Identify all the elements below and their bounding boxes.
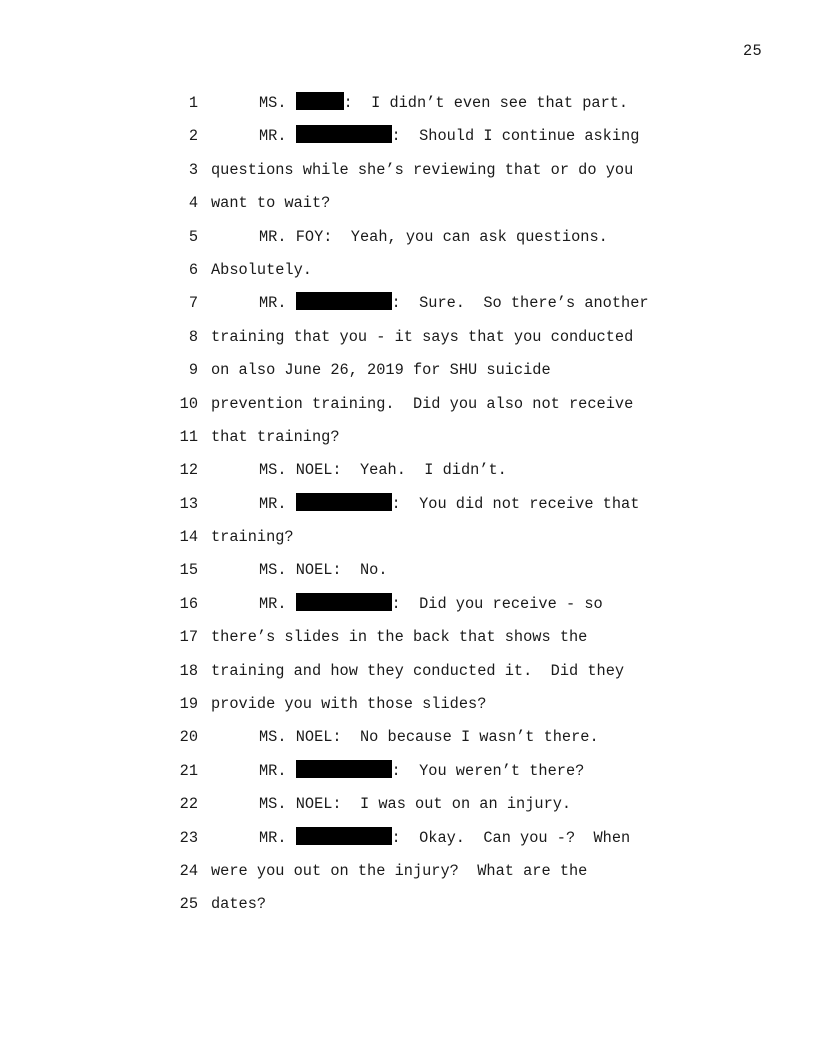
transcript-line bbox=[0, 459, 816, 492]
speaker-prefix: MR. bbox=[259, 494, 287, 513]
redaction-box bbox=[296, 125, 392, 143]
transcript-line bbox=[0, 192, 816, 225]
transcript-line bbox=[0, 493, 816, 526]
line-number: 18 bbox=[179, 661, 198, 680]
redaction-box bbox=[296, 827, 392, 845]
transcript-line bbox=[0, 860, 816, 893]
speaker-prefix: MS. bbox=[259, 94, 287, 112]
speech-text: : Should I continue asking bbox=[391, 127, 640, 146]
line-text: training and how they conducted it. Did they bbox=[211, 661, 625, 680]
line-text: MS. NOEL: No because I wasn’t there. bbox=[259, 728, 599, 747]
line-text: MR. FOY: Yeah, you can ask questions. bbox=[259, 227, 608, 246]
line-text: prevention training. Did you also not receive bbox=[211, 394, 634, 413]
transcript-line bbox=[0, 793, 816, 826]
line-number: 7 bbox=[188, 294, 198, 313]
speaker-prefix: MR. bbox=[259, 294, 287, 313]
speech-text: : You did not receive that bbox=[391, 494, 640, 513]
line-number: 9 bbox=[188, 361, 198, 380]
line-text: provide you with those slides? bbox=[211, 695, 487, 714]
line-text: were you out on the injury? What are the bbox=[211, 861, 588, 880]
line-number: 3 bbox=[188, 160, 198, 179]
speech-text: : Sure. So there’s another bbox=[391, 294, 649, 313]
line-text bbox=[259, 125, 639, 147]
transcript-line bbox=[0, 292, 816, 325]
line-text: MS. NOEL: No. bbox=[259, 561, 388, 580]
transcript-line bbox=[0, 125, 816, 158]
transcript-line bbox=[0, 726, 816, 759]
line-text: training? bbox=[211, 528, 294, 547]
line-number: 25 bbox=[179, 895, 198, 914]
transcript-line bbox=[0, 159, 816, 192]
line-number: 6 bbox=[188, 260, 198, 279]
line-text bbox=[259, 92, 628, 114]
line-text bbox=[259, 493, 639, 515]
line-number: 10 bbox=[179, 394, 198, 413]
line-number: 19 bbox=[179, 695, 198, 714]
line-number: 20 bbox=[179, 728, 198, 747]
line-text bbox=[259, 827, 630, 849]
line-number: 21 bbox=[179, 761, 198, 780]
line-number: 4 bbox=[188, 194, 198, 213]
redaction-box bbox=[296, 292, 392, 310]
line-text bbox=[259, 593, 603, 615]
line-number: 11 bbox=[179, 427, 198, 446]
redaction-box bbox=[296, 493, 392, 511]
speaker-prefix: MR. bbox=[259, 127, 287, 146]
line-number: 12 bbox=[179, 461, 198, 480]
transcript-line bbox=[0, 893, 816, 926]
line-number: 5 bbox=[188, 227, 198, 246]
line-text bbox=[259, 292, 649, 314]
line-text: MS. NOEL: I was out on an injury. bbox=[259, 795, 572, 814]
line-number: 2 bbox=[188, 127, 198, 146]
transcript-line bbox=[0, 626, 816, 659]
line-text: dates? bbox=[211, 895, 267, 914]
line-number: 23 bbox=[179, 828, 198, 847]
line-number: 14 bbox=[179, 528, 198, 547]
line-number: 17 bbox=[179, 628, 198, 647]
line-text: on also June 26, 2019 for SHU suicide bbox=[211, 361, 551, 380]
transcript-line bbox=[0, 559, 816, 592]
transcript-line bbox=[0, 827, 816, 860]
transcript-body bbox=[0, 92, 816, 927]
line-number: 13 bbox=[179, 494, 198, 513]
transcript-line bbox=[0, 259, 816, 292]
speech-text: : I didn’t even see that part. bbox=[343, 94, 629, 112]
line-text: Absolutely. bbox=[211, 260, 312, 279]
line-text bbox=[259, 760, 584, 782]
transcript-line bbox=[0, 326, 816, 359]
redaction-box bbox=[296, 593, 392, 611]
transcript-line bbox=[0, 660, 816, 693]
transcript-line bbox=[0, 426, 816, 459]
speech-text: : You weren’t there? bbox=[391, 761, 585, 780]
transcript-line bbox=[0, 526, 816, 559]
line-text: training that you - it says that you conducted bbox=[211, 327, 634, 346]
line-number: 24 bbox=[179, 861, 198, 880]
speaker-prefix: MR. bbox=[259, 761, 287, 780]
line-number: 22 bbox=[179, 795, 198, 814]
transcript-line bbox=[0, 393, 816, 426]
transcript-line bbox=[0, 693, 816, 726]
transcript-line bbox=[0, 760, 816, 793]
line-number: 8 bbox=[188, 327, 198, 346]
redaction-box bbox=[296, 760, 392, 778]
transcript-line bbox=[0, 593, 816, 626]
transcript-line bbox=[0, 92, 816, 125]
line-text: there’s slides in the back that shows the bbox=[211, 628, 588, 647]
speaker-prefix: MR. bbox=[259, 828, 287, 847]
speaker-prefix: MR. bbox=[259, 594, 287, 613]
transcript-line bbox=[0, 359, 816, 392]
speech-text: : Okay. Can you -? When bbox=[391, 828, 631, 847]
line-text: want to wait? bbox=[211, 194, 331, 213]
speech-text: : Did you receive - so bbox=[391, 594, 603, 613]
line-text: questions while she’s reviewing that or do you bbox=[211, 160, 634, 179]
page-number: 25 bbox=[743, 42, 762, 60]
line-text: MS. NOEL: Yeah. I didn’t. bbox=[259, 461, 507, 480]
line-number: 15 bbox=[179, 561, 198, 580]
line-number: 16 bbox=[179, 594, 198, 613]
transcript-line bbox=[0, 226, 816, 259]
line-number: 1 bbox=[188, 94, 198, 112]
line-text: that training? bbox=[211, 427, 340, 446]
redaction-box bbox=[296, 92, 344, 110]
